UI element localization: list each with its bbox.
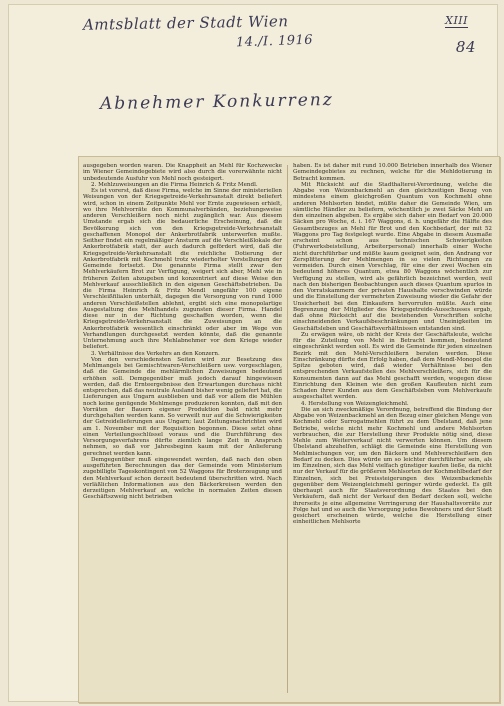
article-paragraph: 4. Herstellung von Weizengleichmehl.: [301, 400, 409, 407]
handwritten-source: Amtsblatt der Stadt Wien: [82, 12, 289, 34]
right-text-column: [293, 163, 492, 695]
handwritten-folio: 84: [455, 38, 476, 56]
handwritten-date: 14./I. 1916: [235, 32, 314, 51]
article-paragraph: Es ist vorerst, daß diese Firma, welche im Sinne der ministeriellen Weisungen von der Kriegsgetreide-Verkehrsanstalt direkt beliefert wird, schon in einem Zeitpunkte Mehl vor Ernte zugewiesen erhielt, wo ihre Mehlvorräte den Kommunalverbänden, beziehungsweise anderen Verschleißern noch nicht zugänglich war. Aus diesem Umstande ergab sich die bedauerliche Erscheinung, daß die Bevölkerung sich von den Kriegsgetreide-Verkehrsanstalt geschaffenen Monopol der Ankerbrotfabrik unterwerfen mußte. Seither findet ein regelmäßiger Ansturm auf die Verschleißlokale der Ankerbrotfabrik statt, der auch dadurch gefördert wird, daß die Kriegsgetreide-Verkehrsanstalt die reichliche Dotierung der Ankerbrotfabrik mit Kochmehl trotz wiederholter Vorstellungen der Gemeinde fortsetzt. Die genannte Firma stellt zwar den Mehlverkäufern Brot zur Verfügung, weigert sich aber, Mehl wie in früheren Zeiten abzugeben und konzentriert auf diese Weise den Mehlverkauf ausschließlich in den eigenen Geschäftsbetrieben. Da die Firma Heinrich & Fritz Mendl ungefähr 100 eigene Verschleißfilialen unterhält, dagegen die Versorgung von rund 1000 anderen Verschleißstellen ablehnt, ergibt sich eine monopolartige Ausgestaltung des Mehlhandels zugunsten dieser Firma. Handel diese nur in der Richtung geschaffen worden, wenn die Kriegsgetreide-Verkehrsanstalt die Zuweisungen an die Ankerbrotfabrik wesentlich einschränkt oder aber im Wege von Verhandlungen durchgesetzt werden könnte, daß die genannte Unternehmung auch ihre Mehlabnehmer vor dem Kriege wieder beliefert.: [83, 188, 282, 351]
column-divider: [287, 165, 288, 693]
article-paragraph: Von den verschiedensten Seiten wird zur Besetzung des Mehlmangels bei Gemischtwaren-Verschleißern usw. vorgeschlagen, daß die Gemeinde die mehlärmlichen Zuweisungen bedeutend erhöhen soll. Demgegenüber muß jedoch darauf hingewiesen werden, daß die Ernteergebnisse den Erwartungen durchaus nicht entsprechen, daß das neutrale Ausland bisher wenig geliefert hat, die Lieferungen aus Ungarn ausblieben und daß vor allem die Mühlen noch keine genügende Mehlmenge produzieren konnten, daß mit den Vorräten der Bauern eigener Produktion bald nicht mehr durchgehalten werden kann. So verweilt nur auf die Schwierigkeiten der Getreidelieferungen aus Ungarn; laut Zeitungsnachrichten wird am 1. November mit der Requisition begonnen. Diese setzt ohne einen Verteilungsschlüssel voraus und die Durchführung des Versorgungsverfahrens dürfte ziemlich lange Zeit in Anspruch nehmen, so daß vor Jahresbeginn kaum mit der Anlieferung gerechnet werden kann.: [83, 356, 282, 457]
article-paragraph: haben. Es ist daher mit rund 10.000 Betrieben innerhalb des Wiener Gemeindegebietes zu rechnen, welche für die Mehldotierung in Betracht kommen.: [293, 163, 492, 182]
article-paragraph: ausgegeben worden waren. Die Knappheit an Mehl für Kochzwecke im Wiener Gemeindegebiete wird also durch die vorerwähnte nicht unbedeutende Ausfuhr von Mehl noch gesteigert.: [83, 163, 282, 182]
handwritten-subject: Abnehmer Konkurrenz: [99, 89, 334, 115]
article-paragraph: Zu erwägen wäre, ob nicht der Kreis der Geschäftsleute, welche für die Zuteilung von Mehl in Betracht kommen, bedeutend eingeschränkt werden soll. Es wird die Gemeinde für jeden einzelnen Bezirk mit den Mehl-Verschleißern beraten werden. Diese Einschränkung dürfte den Erfolg haben, daß dem Mendl-Monopol die Spitze geboten wird, daß wieder Verhältnisse bei den entsprechenden Verkaufstellen des Mehlverschleißers, sich für die Konsumenten dann auf das Mehl geschafft werden, wogegen diese Einrichtung den Kleinen wie den großen Kaufleuten nicht zum Schaden ihrer Kunden aus dem Geschäftsleben vom Mehlverkaufe ausgeschaltet werden.: [293, 331, 492, 401]
article-paragraph: 3. Verhältnisse des Verkehrs an den Konzern.: [91, 350, 220, 357]
article-paragraph: Die an sich zweckmäßige Verordnung, betreffend die Bindung der Abgabe von Weizenbackmehl an den Bezug einer gleichen Menge von Kochmehl oder Surrogatmehlen führt zu dem Übelstand, daß jene Betriebe, welche nicht mehr Kochmehl und andere Mehlsorten verbrauchen, die zur Herstellung ihrer Produkte nötig sind, diese Mehle zum Weiterverkauf nicht verwerten können. Um diesem Übelstand abzuhelfen, schlägt die Gemeinde eine Herstellung von Mehlmischungen vor, um den Bäckern und Mehlverschleißern den Bedarf zu decken. Dies würde um so leichter durchführbar sein, als im Einzelnen, sich das Mehl vielfach günstiger kaufen ließe, da nicht nur der Verkauf für die größeren Mehlsorten der Kochmehlbedarf der Einzelnen, sich bei Preissteigerungen des Weizenbackmehls gegenüber dem Weizengleichmehl geringer würde gedeckt. Es gilt überhaupt auch für Staatsverordnung des Staates bei den Verkäufern, daß nicht der Verkauf den Bedarf decken soll, welche ihrerseits je eine allgemeine Verringerung der Haushaltsvorräte zur Folge hat und so auch die Versorgung jedes Bewohners und der Stadt gesichert erscheinen würde, welche die Herstellung einer einheitlichen Mehlsorte: [293, 406, 492, 526]
archive-sheet: [8, 4, 498, 702]
article-paragraph: Mit Rücksicht auf die Stadthalterei-Verordnung, welche die Abgabe von Weizenbackmehl an den gleichzeitigen Bezug von mindestens einem gleichgroßen Quantum von Kochmehl ohne anderen Mehlsorten bindet, müßte daher die Gemeinde Wien, um sämtliche Händler zu beliefern, wöchentlich je zwei Säcke Mehl an den einzelnen abgeben. Es ergäbe sich daher ein Bedarf von 20.000 Säcken pro Woche, d. i. 167 Waggons, d. h. ungefähr die Hälfte des Gesamtbezuges an Mehl für Brot und den Kochbedarf, der mit 52 Waggons pro Tag festgelegt wurde. Eine Abgabe in diesem Ausmaße erscheint schon aus technischen Schwierigkeiten (Fuhrwerksbeistellung, Arbeiterpersonal) innerhalb einer Woche nicht durchführbar und müßte kaum geeignet sein, den Andrang vor Zersplitterung der Mehlmengen in so vielen Richtungen zu vermeiden. Durch einen Vorschlag, für eine der zwei Wochen ein bedeutend höheres Quantum, etwa 80 Waggons wöchentlich zur Verfügung zu stellen, wird als gefährlich bezeichnet werden, weil nach den bisherigen Beobachtungen auch dieses Quantum spurlos in den Vorratskammern der privaten Haushalte verschwinden würde und die Einstellung der vermehrten Zuweisung wieder die Gefahr der Unsicherheit bei den Einkaufern hervorrufen müßte. Auch eine Begrenzung der Mitglieder des Kriegsgetreide-Ausschusses ergab, daß ohne Rücksicht auf die bestehenden Vorschriften solche einschneidenden Verkaufsbeschränkungen und Uneinigkeiten im Geschäftsleben und Geschäftsverhältnissen entstanden sind.: [293, 181, 492, 332]
newspaper-clipping: [78, 156, 500, 703]
handwritten-page-number: XIII: [445, 14, 468, 27]
left-text-column: [83, 163, 282, 695]
article-paragraph: Demgegenüber muß eingewendet werden, daß nach den oben ausgeführten Berechnungen das der Gemeinde vom Ministerium zugebilligte Tageskontingent von 52 Waggons für Broterzeugung und den Mehlverkauf schon derzeit bedeutend überschritten wird. Nach verläßlichen Informationen aus den Bäckerkreisen werden den derzeitigen Mehlverkauf an, welche in normalen Zeiten diesen Geschäftszweig nicht betrieben: [83, 456, 282, 501]
article-paragraph: 2. Mehlzuweisungen an die Firma Heinrich & Fritz Mendl.: [91, 181, 258, 188]
